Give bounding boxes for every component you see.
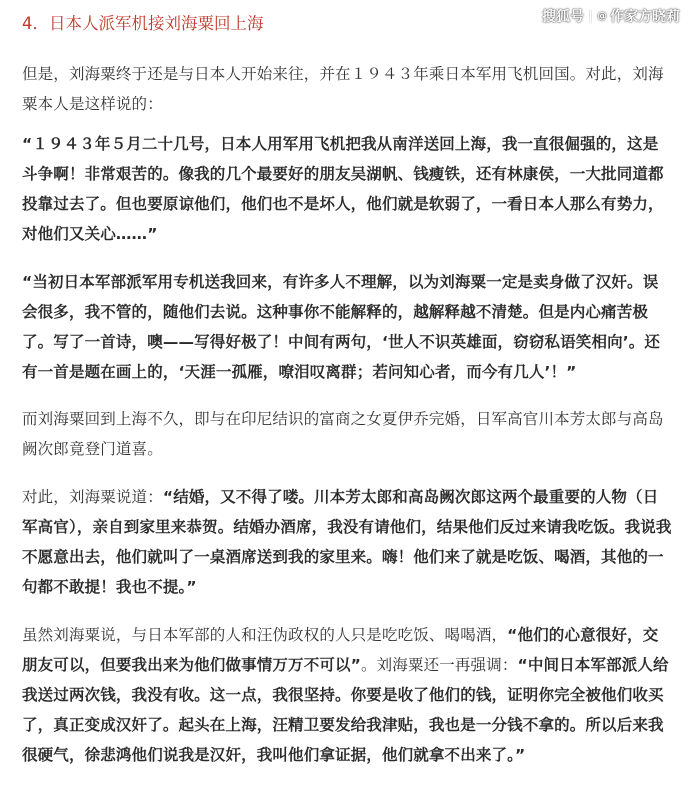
wedding-quote-lead: 对此，刘海粟说道： [22, 488, 163, 506]
watermark-divider [590, 10, 591, 23]
friendship-quote: “他们的心意很好，交朋友可以，但要我出来为他们做事情万万不可以” [22, 626, 659, 674]
money-emphasis-lead: 。刘海粟还一再强调： [361, 656, 518, 674]
paragraph-wedding-quote [22, 482, 672, 602]
money-lead: 虽然刘海粟说，与日本军部的人和汪伪政权的人只是吃吃饭、喝喝酒， [22, 626, 508, 644]
paragraph-intro: 但是，刘海粟终于还是与日本人开始来往，并在１９４３年乘日本军用飞机回国。对此，刘海粟本人是这样说的： [22, 65, 664, 113]
money-quote: “中间日本军部派人给我送过两次钱，我没有收。这一点，我很坚持。你要是收了他们的钱，证明你完全被他们收买了，真正变成汉奸了。起头在上海，汪精卫要发给我津贴，我也是一分钱不拿的。所以后来我很硬气，徐悲鸿他们说我是汉奸，我叫他们拿证据，他们就拿不出来了。” [22, 656, 669, 764]
quote-1943-return: “１９４３年５月二十几号，日本人用军用飞机把我从南洋送回上海，我一直很倔强的，这是斗争啊！非常艰苦的。像我的几个最要好的朋友吴湖帆、钱瘦铁，还有林康侯，一大批同道都投靠过去了。但也要原谅他们，他们也不是坏人，他们就是软弱了，一看日本人那么有势力，对他们又关心……” [22, 135, 664, 243]
watermark-brand: 搜狐号 [542, 9, 584, 25]
quote-military-plane: “当初日本军部派军用专机送我回来，有许多人不理解，以为刘海粟一定是卖身做了汉奸。误会很多，我不管的，随他们去说。这种事你不能解释的，越解释越不清楚。但是内心痛苦极了。写了一首诗，噢——写得好极了！中间有两句，‘世人不识英雄面，窃窃私语笑相向’。还有一首是题在画上的，‘天涯一孤雁，嘹泪叹离群；若问知心者，而今有几人’！” [22, 273, 661, 381]
wedding-quote: “结婚，又不得了喽。川本芳太郎和高岛阙次郎这两个最重要的人物（日军高官），亲自到家里来恭贺。结婚办酒席，我没有请他们，结果他们反过来请我吃饭。我说我不愿意出去，他们就叫了一桌酒席送到我的家里来。嗨！他们来了就是吃饭、喝酒，其他的一句都不敢提！我也不提。” [22, 488, 672, 596]
paragraph-money [22, 620, 672, 770]
watermark-author: 作家方晓莉 [610, 9, 680, 25]
watermark [542, 6, 680, 26]
at-icon: @ [597, 10, 607, 22]
article [22, 0, 672, 770]
section-heading: 4．日本人派军机接刘海粟回上海 [22, 14, 264, 33]
paragraph-wedding: 而刘海粟回到上海不久，即与在印尼结识的富商之女夏伊乔完婚，日军高官川本芳太郎与高岛阙次郎竟登门道喜。 [22, 410, 664, 458]
